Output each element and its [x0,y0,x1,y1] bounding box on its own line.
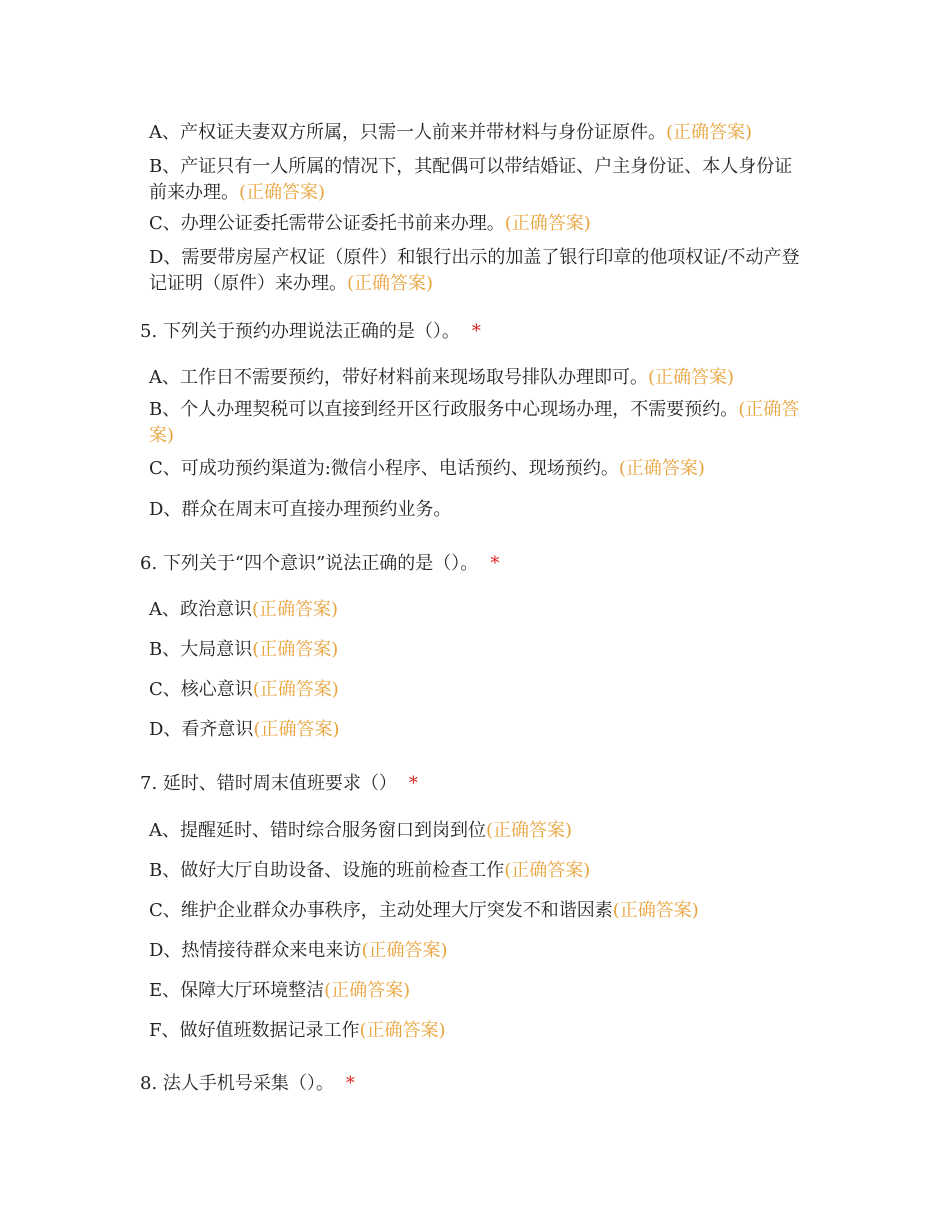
correct-answer-tag: (正确答案) [666,122,753,143]
question-5-title: 5. 下列关于预约办理说法正确的是（）。 * [140,321,481,342]
correct-answer-tag: (正确答案) [252,599,339,620]
option-4c: C、办理公证委托需带公证委托书前来办理。(正确答案) [149,213,591,234]
option-7d: D、热情接待群众来电来访(正确答案) [149,940,448,961]
option-7b: B、做好大厅自助设备、设施的班前检查工作(正确答案) [149,860,591,881]
required-marker: * [408,773,418,794]
option-4d: D、需要带房屋产权证（原件）和银行出示的加盖了银行印章的他项权证/不动产登记证明（原件）来办理。(正确答案) [149,247,800,294]
correct-answer-tag: (正确答案) [149,399,800,446]
correct-answer-tag: (正确答案) [618,458,705,479]
question-7-title: 7. 延时、错时周末值班要求（） * [140,773,418,794]
option-6a: A、政治意识(正确答案) [149,599,339,620]
correct-answer-tag: (正确答案) [239,182,326,203]
correct-answer-tag: (正确答案) [252,679,339,700]
option-6d: D、看齐意识(正确答案) [149,719,340,740]
option-4a: A、产权证夫妻双方所属，只需一人前来并带材料与身份证原件。(正确答案) [149,122,753,143]
correct-answer-tag: (正确答案) [648,367,735,388]
option-7c: C、维护企业群众办事秩序，主动处理大厅突发不和谐因素(正确答案) [149,900,699,921]
option-7e: E、保障大厅环境整洁(正确答案) [149,980,411,1001]
question-8-title: 8. 法人手机号采集（）。 * [140,1073,355,1094]
required-marker: * [490,553,500,574]
option-7a: A、提醒延时、错时综合服务窗口到岗到位(正确答案) [149,820,573,841]
correct-answer-tag: (正确答案) [504,860,591,881]
correct-answer-tag: (正确答案) [504,213,591,234]
correct-answer-tag: (正确答案) [486,820,573,841]
question-6-title: 6. 下列关于“四个意识”说法正确的是（）。 * [140,553,500,574]
required-marker: * [471,321,481,342]
correct-answer-tag: (正确答案) [359,1020,446,1041]
option-6c: C、核心意识(正确答案) [149,679,339,700]
option-5a: A、工作日不需要预约，带好材料前来现场取号排队办理即可。(正确答案) [149,367,735,388]
correct-answer-tag: (正确答案) [361,940,448,961]
option-6b: B、大局意识(正确答案) [149,639,339,660]
option-5b: B、个人办理契税可以直接到经开区行政服务中心现场办理，不需要预约。(正确答案) [149,399,800,446]
option-5d: D、群众在周末可直接办理预约业务。 [149,499,452,520]
option-7f: F、做好值班数据记录工作(正确答案) [149,1020,446,1041]
option-5c: C、可成功预约渠道为:微信小程序、电话预约、现场预约。(正确答案) [149,458,705,479]
correct-answer-tag: (正确答案) [252,639,339,660]
correct-answer-tag: (正确答案) [612,900,699,921]
option-4b: B、产证只有一人所属的情况下，其配偶可以带结婚证、户主身份证、本人身份证前来办理。(正确答案) [149,156,793,203]
correct-answer-tag: (正确答案) [347,273,434,294]
correct-answer-tag: (正确答案) [253,719,340,740]
required-marker: * [345,1073,355,1094]
correct-answer-tag: (正确答案) [324,980,411,1001]
